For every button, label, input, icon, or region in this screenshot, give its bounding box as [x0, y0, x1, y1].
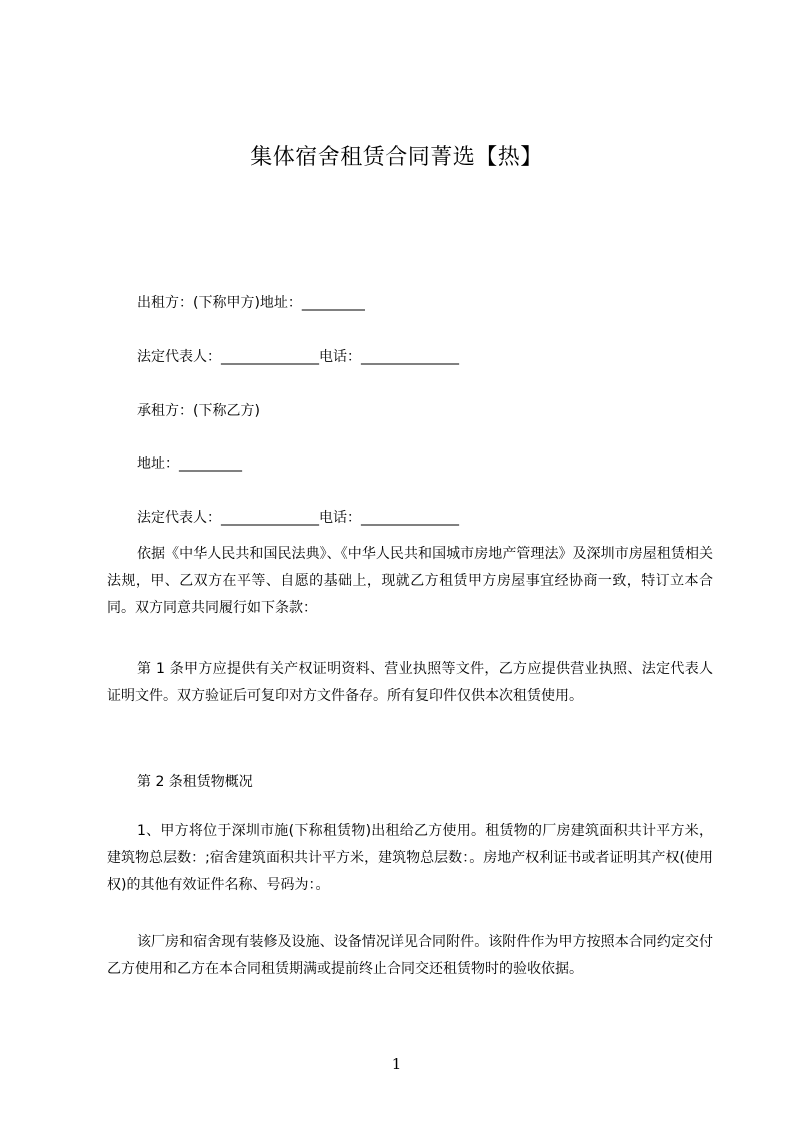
article-2-heading: 第 2 条租赁物概况: [137, 774, 253, 790]
lessee-representative-line: 法定代表人：______________电话：______________: [137, 510, 459, 526]
page-number: 1: [391, 1055, 402, 1073]
paragraph-item-1: 1、甲方将位于深圳市施(下称租赁物)出租给乙方使用。租赁物的厂房建筑面积共计平方米，建筑物总层数：;宿舍建筑面积共计平方米，建筑物总层数：。房地产权利证书或者证明其产权(使用权)的其他有效证件名称、号码为：。: [107, 823, 713, 893]
paragraph-legal-basis: 依据《中华人民共和国民法典》、《中华人民共和国城市房地产管理法》及深圳市房屋租赁相关法规，甲、乙双方在平等、自愿的基础上，现就乙方租赁甲方房屋事宜经协商一致，特订立本合同。双方同意共同履行如下条款：: [107, 546, 713, 616]
lessor-representative-line: 法定代表人：______________电话：______________: [137, 349, 459, 365]
paragraph-facilities: 该厂房和宿舍现有装修及设施、设备情况详见合同附件。该附件作为甲方按照本合同约定交付乙方使用和乙方在本合同租赁期满或提前终止合同交还租赁物时的验收依据。: [107, 934, 713, 977]
paragraph-article-1: 第 1 条甲方应提供有关产权证明资料、营业执照等文件，乙方应提供营业执照、法定代表人证明文件。双方验证后可复印对方文件备存。所有复印件仅供本次租赁使用。: [107, 661, 713, 704]
lessee-address-line: 地址：_________: [137, 456, 242, 472]
lessee-line: 承租方：(下称乙方): [137, 403, 260, 419]
lessor-line: 出租方：(下称甲方)地址：_________: [137, 295, 365, 311]
document-title: 集体宿舍租赁合同菁选【热】: [250, 145, 543, 170]
